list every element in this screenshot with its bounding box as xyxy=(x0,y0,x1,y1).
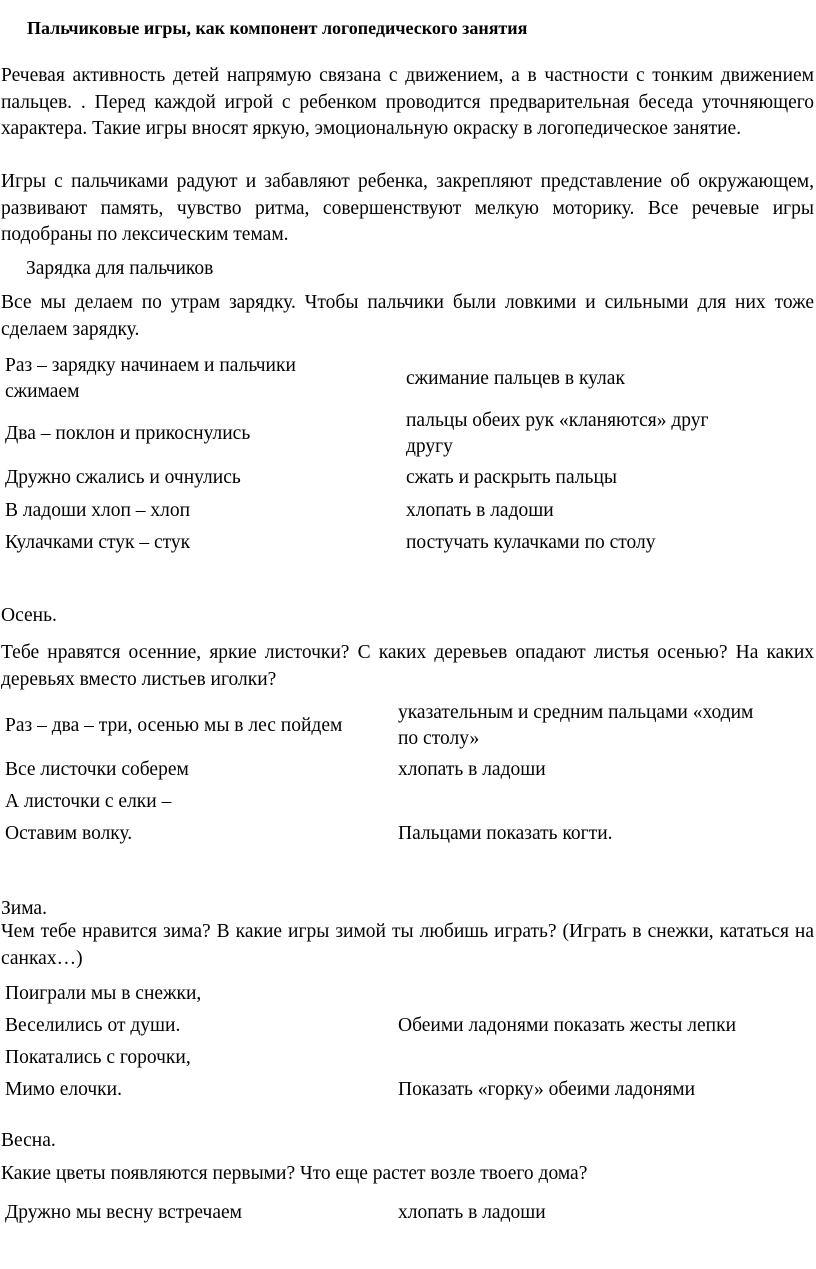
winter-verse-4: Мимо елочки. xyxy=(5,1079,122,1100)
autumn-action-1: указательным и средним пальцами «ходим по столу» xyxy=(398,702,754,749)
intro-paragraph-1: Речевая активность детей напрямую связана с движением, а в частности с тонким движением пальцев. . Перед каждой игрой с ребенком проводится предварительная беседа уточняющего характера. Такие игры вносят яркую, эмоциональную окраску в логопедическое занятие. xyxy=(1,65,814,139)
exercise-verse-2: Два – поклон и прикоснулись xyxy=(5,423,251,444)
exercise-verse-5: Кулачками стук – стук xyxy=(5,532,191,553)
intro-paragraph-2: Игры с пальчиками радуют и забавляют ребенка, закрепляют представление об окружающем, развивают память, чувство ритма, совершенствуют мелкую моторику. Все речевые игры подобраны по лексическим темам. xyxy=(1,171,814,245)
exercise-action-2: пальцы обеих рук «кланяются» друг другу xyxy=(406,410,709,457)
autumn-intro-text: Тебе нравятся осенние, яркие листочки? С каких деревьев опадают листья осенью? На каких деревьях вместо листьев иголки? xyxy=(1,642,814,690)
winter-verse-2: Веселились от души. xyxy=(5,1015,181,1036)
exercise-intro-text: Все мы делаем по утрам зарядку. Чтобы пальчики были ловкими и сильными для них тоже сделаем зарядку. xyxy=(1,292,814,340)
exercise-verse-3: Дружно сжались и очнулись xyxy=(5,467,241,488)
exercise-heading: Зарядка для пальчиков xyxy=(26,258,214,279)
spring-intro-text: Какие цветы появляются первыми? Что еще растет возле твоего дома? xyxy=(1,1163,588,1184)
autumn-verse-1: Раз – два – три, осенью мы в лес пойдем xyxy=(5,715,343,736)
exercise-action-5: постучать кулачками по столу xyxy=(406,532,656,553)
exercise-action-3: сжать и раскрыть пальцы xyxy=(406,467,617,488)
spring-verse-1: Дружно мы весну встречаем xyxy=(5,1202,242,1223)
spring-heading: Весна. xyxy=(1,1130,56,1151)
exercise-action-4: хлопать в ладоши xyxy=(406,500,554,521)
winter-action-4: Показать «горку» обеими ладонями xyxy=(398,1079,696,1100)
autumn-action-2: хлопать в ладоши xyxy=(398,759,546,780)
exercise-verse-1: Раз – зарядку начинаем и пальчики сжимаем xyxy=(5,355,296,402)
exercise-action-1: сжимание пальцев в кулак xyxy=(406,368,625,389)
winter-intro-text: Чем тебе нравится зима? В какие игры зимой ты любишь играть? (Играть в снежки, кататься на санках…) xyxy=(1,921,814,969)
autumn-verse-3: А листочки с елки – xyxy=(5,791,172,812)
autumn-heading: Осень. xyxy=(1,605,57,626)
winter-action-2: Обеими ладонями показать жесты лепки xyxy=(398,1015,737,1036)
autumn-action-4: Пальцами показать когти. xyxy=(398,823,613,844)
autumn-verse-4: Оставим волку. xyxy=(5,823,133,844)
spring-action-1: хлопать в ладоши xyxy=(398,1202,546,1223)
document-title: Пальчиковые игры, как компонент логопедического занятия xyxy=(27,18,528,38)
winter-heading: Зима. xyxy=(1,898,47,919)
winter-verse-3: Покатались с горочки, xyxy=(5,1047,191,1068)
autumn-verse-2: Все листочки соберем xyxy=(5,759,189,780)
exercise-verse-4: В ладоши хлоп – хлоп xyxy=(5,500,191,521)
winter-verse-1: Поиграли мы в снежки, xyxy=(5,983,202,1004)
